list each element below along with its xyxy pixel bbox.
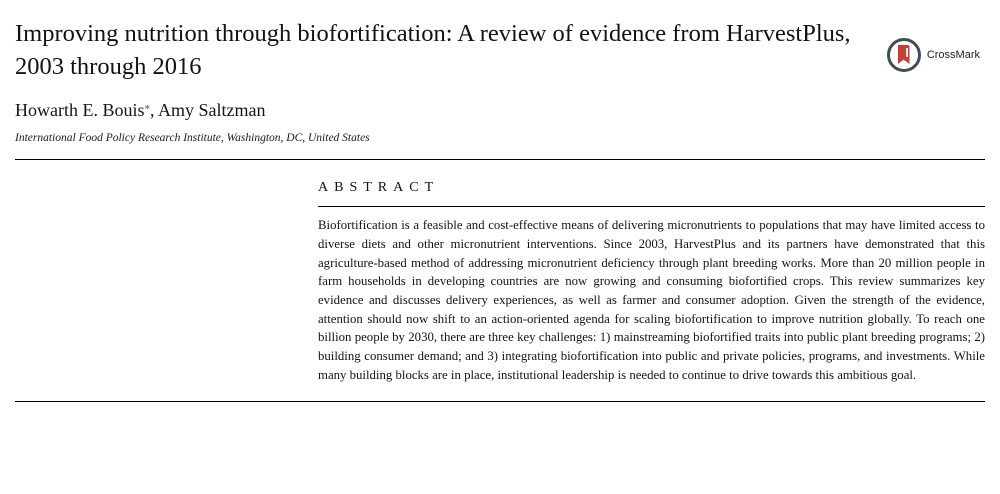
crossmark-badge[interactable] (885, 36, 980, 74)
authors-line (15, 99, 985, 121)
crossmark-icon (885, 36, 923, 74)
bottom-divider (15, 401, 985, 402)
abstract-text: Biofortification is a feasible and cost-effective means of delivering micronutrients to populations that may have limited access to diverse diets and other micronutrient interventions. Since 2003, HarvestPlus and its partners have demonstrated that this agriculture-based method of addressing micronutrient deficiency through plant breeding works. More than 20 million people in farm households in developing countries are now growing and consuming biofortified crops. This review summarizes key evidence and discusses delivery experiences, as well as farmer and consumer adoption. Given the strength of the evidence, attention should now shift to an action-oriented agenda for scaling biofortification to improve nutrition globally. To reach one billion people by 2030, there are three key challenges: 1) mainstreaming biofortified traits into public plant breeding programs; 2) building consumer demand; and 3) integrating biofortification into public and private policies, programs, and investments. While many building blocks are in place, institutional leadership is needed to continue to drive towards this ambitious goal. (318, 218, 985, 382)
paper-header (15, 18, 985, 83)
abstract-section (318, 180, 985, 384)
author-separator: , (150, 100, 159, 121)
author-name-1: Howarth E. Bouis (15, 100, 145, 121)
author-footnote-marker[interactable]: ⁎ (144, 100, 150, 113)
paper-title: Improving nutrition through biofortification: A review of evidence from HarvestPlus, 2003 through 2016 (15, 20, 851, 80)
crossmark-label: CrossMark (926, 49, 980, 61)
header-divider (15, 159, 985, 160)
abstract-divider (318, 206, 985, 207)
author-name-2: Amy Saltzman (158, 100, 266, 121)
abstract-heading: ABSTRACT (318, 180, 440, 196)
affiliation: International Food Policy Research Institute, Washington, DC, United States (15, 132, 370, 145)
